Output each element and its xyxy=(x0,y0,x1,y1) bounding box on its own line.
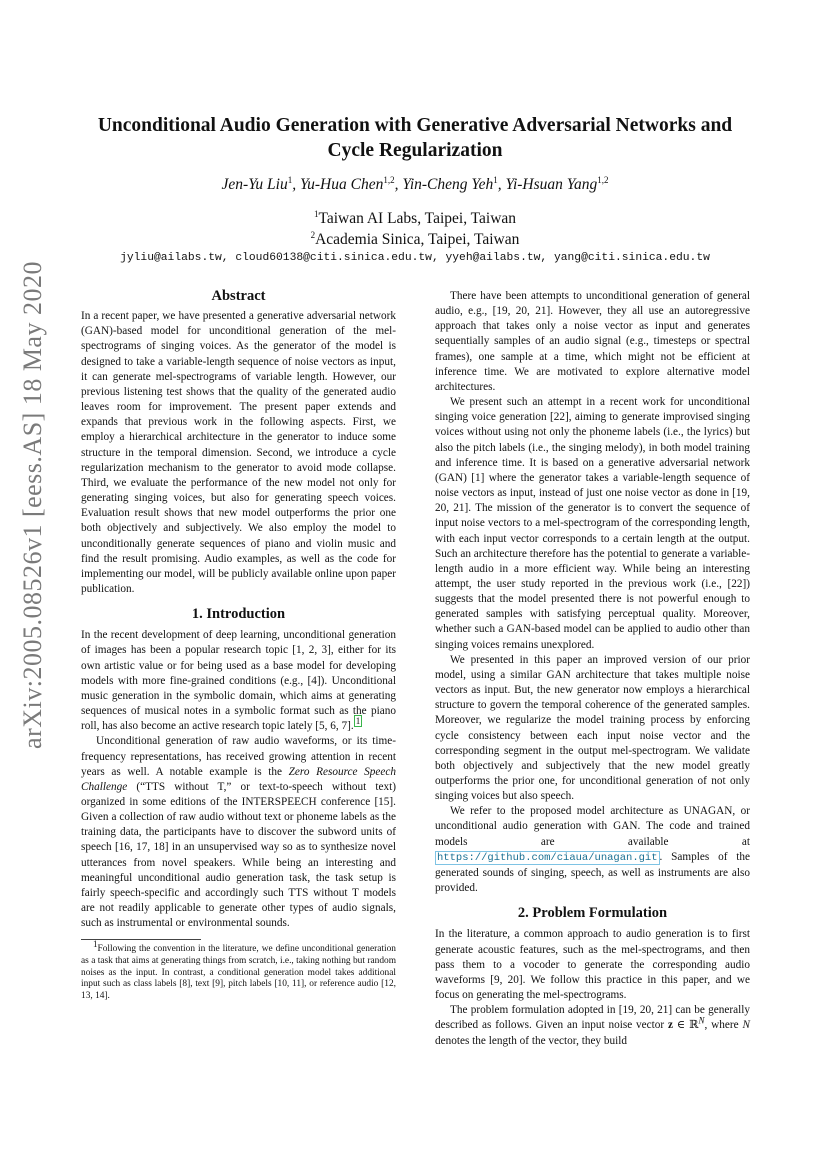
footnote-1 xyxy=(81,939,396,1002)
author-name: Yu-Hua Chen xyxy=(299,176,384,193)
right-paragraph-2: We present such an attempt in a recent work for unconditional singing voice generation [22], aiming to generate improvised singing voices without using not only the phoneme labels (i.e., the lyrics) but also the pitch labels (i.e., the singing melody), in both model training and inference time. It is based on a generative adversarial network (GAN) [1] where the generator takes a variable-length sequence of noise vectors as input, instead of just one noise vector as done in [19, 20, 21]. The mission of the generator is to convert the sequence of input noise vectors to a mel-spectrogram of the corresponding length, with each input vector corresponds to a certain length at the output. Such an architecture therefore has the potential to generate a variable-length audio in a more efficient way. While being an interesting attempt, the user study reported in the previous work (i.e., [22]) suggests that the model presented there is not powerful enough to generated samples with satisfying perceptual quality. Moreover, whether such a GAN-based model can be applied to audio other than singing voices remains unexplored. xyxy=(435,396,750,651)
right-paragraph-6-text-end: denotes the length of the vector, they build xyxy=(435,1034,627,1047)
affiliation-1 xyxy=(60,210,770,228)
right-paragraph-6 xyxy=(435,1003,750,1048)
right-paragraph-3: We presented in this paper an improved version of our prior model, using a similar GAN architecture that takes multiple noise vectors as input. But, the new generator now employs a hierarchical structure to govern the temporal coherence of the generated samples. Moreover, we regularize the model training process by enforcing cycle consistency between each input noise vector and the corresponding segment in the output mel-spectrogram. We validate both objectively and subjectively that the new model greatly outperforms the prior one, for unconditional generation of not only singing voices but also speech. xyxy=(435,653,750,803)
github-link[interactable]: https://github.com/ciaua/unagan.git xyxy=(437,851,658,864)
abstract-text: In a recent paper, we have presented a generative adversarial network (GAN)-based model for unconditional generation of the mel-spectrograms of singing voices. As the generator of the model is designed to take a variable-length sequence of noise vectors as input, it can generate mel-spectrograms of variable length. However, our previous listening test shows that the quality of the generated audio leaves room for improvement. The present paper extends and expands that previous work in the following aspects. First, we employ a hierarchical architecture in the generator to induce some structure in the temporal dimension. Second, we introduce a cycle regularization mechanism to the generator to avoid mode collapse. Third, we evaluate the performance of the new model not only for generating singing voices, but also for generating speech voices. Evaluation result shows that new model outperforms the prior one both objectively and subjectively. We also employ the model to unconditionally generate sequences of piano and violin music and find the result promising. Audio examples, as well as the code for implementing our model, will be publicly available online upon paper publication. xyxy=(81,310,396,595)
affiliation-mark: 1 xyxy=(313,208,319,219)
math-N-sup: N xyxy=(698,1015,705,1026)
author-emails: jyliu@ailabs.tw, cloud60138@citi.sinica.edu.tw, yyeh@ailabs.tw, yang@citi.sinica.edu.tw xyxy=(120,252,710,264)
author-name: Yin-Cheng Yeh xyxy=(402,176,494,193)
right-paragraph-6-text: The problem formulation adopted in [19, 20, 21] can be generally described as follows. Given an input noise vector xyxy=(435,1004,750,1032)
right-paragraph-1: There have been attempts to unconditional generation of general audio, e.g., [19, 20, 21]. However, they all use an autoregressive approach that takes only a noise vector as input and generates sequentially samples of an audio signal (e.g., timesteps or spectral frames), one sample at a time, which might not be efficient at inference time. We are motivated to explore alternative model architectures. xyxy=(435,290,750,393)
affiliation-2 xyxy=(60,231,770,249)
right-paragraph-4-text: We refer to the proposed model architecture as UNAGAN, or unconditional audio generation with GAN. The code and trained models are available at xyxy=(435,805,750,848)
footnote-divider xyxy=(81,939,201,940)
abstract-heading: Abstract xyxy=(211,288,266,304)
author-list: Jen-Yu Liu$^1$, Yu-Hua Chen$^{1,2}$, Yin-Cheng Yeh$^1$, Yi-Hsuan Yang$^{1,2}$ xyxy=(221,174,609,193)
right-paragraph-4-text-cont: . Samples of the generated sounds of singing, speech, as well as instruments are also provided. xyxy=(435,850,750,895)
author-affiliation-mark: 1,2 xyxy=(597,174,609,185)
right-column xyxy=(435,289,750,1049)
author-affiliation-mark: 1 xyxy=(493,174,498,185)
intro-paragraph-2-text-cont: (“TTS without T,” or text-to-speech without text) organized in some editions of the INTERSPEECH conference [15]. Given a collection of raw audio without text or phoneme labels as the training data, the participants have to discover the subword units of speech [16, 17, 18] in an unsupervised way so as to synthesize novel utterances from novel speakers. While being an interesting and meaningful unconditional audio generation task, the task setup is fairly speech-specific and accordingly such TTS without T models are not readily applicable to generate other types of audio signals, such as instrumental or environmental sounds. xyxy=(81,780,396,930)
challenge-name: Zero Resource Speech Challenge xyxy=(81,765,396,793)
arxiv-sidebar-stamp xyxy=(16,261,50,749)
footnote-text: Following the convention in the literature, we define unconditional generation as a task that aims at generating things from scratch, i.e., taking nothing but random noises as the input. In contrast, a conditional generation model takes additional input such as class labels [8], text [9], pitch labels [10, 11], or reference audio [12, 13, 14]. xyxy=(81,944,396,1001)
intro-paragraph-1-text: In the recent development of deep learning, unconditional generation of images has been a popular research topic [1, 2, 3], either for its own artistic value or for being used as a base model for developing models with more fine-grained conditions (e.g., [4]). Unconditional music generation in the symbolic domain, which aims at generating sequences of musical notes in a symbolic format such as the piano roll, has also become an active research topic lately [5, 6, 7]. xyxy=(81,629,396,733)
math-in-reals: ∈ ℝ xyxy=(673,1019,699,1032)
paper-title xyxy=(60,113,770,163)
title-line-2: Cycle Regularization xyxy=(327,140,503,161)
right-paragraph-4 xyxy=(435,804,750,896)
author-name: Yi-Hsuan Yang xyxy=(505,176,598,193)
problem-formulation-heading: 2. Problem Formulation xyxy=(517,905,668,922)
intro-paragraph-2 xyxy=(81,734,396,931)
author-name: Jen-Yu Liu xyxy=(221,176,288,193)
affiliation-text: Academia Sinica, Taipei, Taiwan xyxy=(315,231,520,248)
right-paragraph-6-text-cont: , where xyxy=(704,1019,743,1032)
intro-paragraph-2-text: Unconditional generation of raw audio waveforms, or its time-frequency representations, has received growing attention in recent years as well. A notable example is the xyxy=(81,735,396,778)
introduction-heading: 1. Introduction xyxy=(191,606,286,623)
arxiv-identifier: arXiv:2005.08526v1 [eess.AS] 18 May 2020 xyxy=(18,261,47,749)
math-N: N xyxy=(742,1019,750,1032)
affiliation-mark: 2 xyxy=(310,229,316,240)
title-line-1: Unconditional Audio Generation with Generative Adversarial Networks and xyxy=(97,115,733,136)
intro-paragraph-1 xyxy=(81,628,396,734)
author-affiliation-mark: 1 xyxy=(287,174,293,185)
footnote-marker[interactable]: 1 xyxy=(355,716,361,727)
footnote-number: 1 xyxy=(93,939,98,950)
affiliation-text: Taiwan AI Labs, Taipei, Taiwan xyxy=(318,210,517,227)
math-z: z xyxy=(668,1019,674,1032)
right-paragraph-5: In the literature, a common approach to audio generation is to first generate acoustic features, such as the mel-spectrograms, and then pass them to a vocoder to generate the corresponding audio waveforms [9, 20]. We follow this practice in this paper, and we focus on generating the mel-spectrograms. xyxy=(435,928,750,1002)
left-column xyxy=(81,289,396,1003)
author-affiliation-mark: 1,2 xyxy=(383,174,395,185)
